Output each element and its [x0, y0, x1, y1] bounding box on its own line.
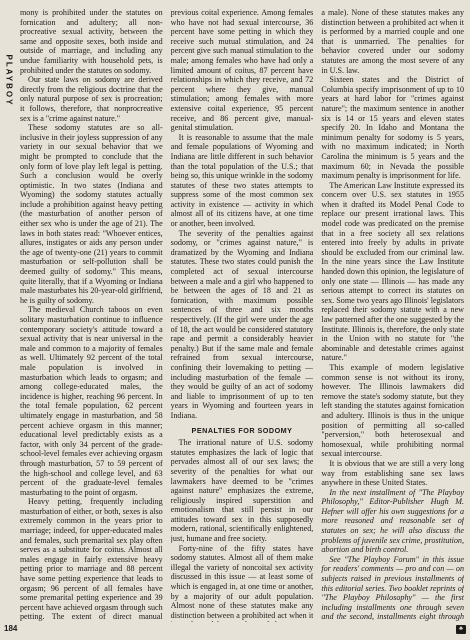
text-column-2 — [171, 8, 314, 622]
body-paragraph: Forty-nine of the fifty states have sodomy statutes. Almost all of them make illegal the variety of noncoital sex activity discussed in this issue — at least some of which is engaged in, at one time or another, by a majority of our adult population. Almost none of these statutes make any distinction between a prohibited act when it — [170, 543, 314, 620]
section-heading: PENALTIES FOR SODOMY — [191, 425, 293, 435]
body-paragraph: Our state laws on sodomy are derived directly from the religious doctrine that the only natural purpose of sex is procreation; it follows, therefore, that nonprocreative sex is a "crime against nature." — [20, 75, 163, 123]
body-paragraph: It is obvious that we are still a very long way from establishing sane sex laws anywhere in these United States. — [321, 458, 465, 488]
magazine-side-label — [2, 20, 16, 140]
body-paragraph: The medieval Church taboos on even solitary masturbation continue to influence contemporary society's attitude toward a sexual activity that is near universal in the male and common to a majority of females as well. Ultimately 92 percent of the total male population is involved in masturbation which leads to orgasm; and among college-educated males, the incidence is higher, reaching 96 percent. In the total female population, 62 percent ultimately engage in masturbation, and 58 percent achieve orgasm in this manner; educational level predictably exists as a factor, with only 34 percent of the grade-school-level females ever achieving orgasm through masturbation, 57 to 59 percent of the high-school and college level, and 63 percent of the graduate-level females masturbating to the point of orgasm. — [20, 305, 163, 497]
side-label-text: PLAYBOY — [4, 54, 14, 106]
article-columns — [20, 8, 464, 622]
text-column-1 — [20, 8, 163, 622]
body-paragraph: The irrational nature of U.S. sodomy statutes emphasizes the lack of logic that pervades almost all of our sex laws; the severity of the penalties for what our lawmakers have deemed to be "crimes against nature" emphasizes the extreme, religiously inspired superstition and emotionalism that still persist in our attitudes toward sex in this supposedly modern, rational, scientifically enlightened, just, humane and free society. — [170, 438, 314, 544]
body-paragraph: mony is prohibited under the statutes on fornication and adultery; all non-procreative sexual activity, between the same and opposite sexes, both inside and outside of marriage, and including any undue familiarity with household pets, is prohibited under the statutes on sodomy. — [20, 8, 163, 75]
body-paragraph: previous coital experience. Among females who have not had sexual intercourse, 36 percent have some petting in which they receive such mutual stimulation, and 24 percent give such manual stimulation to the male; among females who have had only a limited amount of coitus, 87 percent have relationships in which they receive, and 72 percent where they give, manual stimulation; among females with more extensive coital experience, 95 percent receive, and 86 percent give, manual-genital stimulation. — [170, 8, 314, 133]
body-paragraph: In the next installment of "The Playboy Philosophy," Editor-Publisher Hugh M. Hefner will offer his own suggestions for a more reasoned and reasonable set of statutes on sex; he will also discuss the problems of juvenile sex crime, prostitution, abortion and birth control. — [321, 487, 465, 555]
body-paragraph: These sodomy statutes are so all-inclusive in their joyless suppression of any variety in our sexual behavior that we might be prompted to conclude that the only form of love play left legal is petting. Such a conclusion would be overly optimistic. In two states (Indiana and Wyoming) the sodomy statutes actually include a prohibition against heavy petting (the masturbation of another person of either sex who is under the age of 21). The laws in both states read: "Whoever entices, allures, instigates or aids any person under the age of twenty-one (21) years to commit masturbation or self-pollution shall be deemed guilty of sodomy." This means, quite literally, that if a Wyoming or Indiana male masturbates his 20-year-old girlfriend, he is guilty of sodomy. — [20, 123, 163, 305]
text-column-3 — [321, 8, 464, 622]
body-paragraph: This example of modern legislative common sense is not without its irony, however. The Illinois lawmakers did remove the state's sodomy statute, but they left standing the statutes against fornication and adultery. Illinois is thus in the unique position of permitting all so-called "perversion," both heterosexual and homosexual, while prohibiting normal sexual intercourse. — [321, 362, 465, 459]
body-paragraph: The severity of the penalties against sodomy, or "crimes against nature," is dramatized by the Wyoming and Indiana statutes. These two states could punish the completed act of sexual intercourse between a male and a girl who happened to be between the ages of 18 and 21 as fornication, with maximum possible sentences of three and six months respectively. (If the girl were under the age of 18, the act would be considered statutory rape and permit a considerably heavier penalty.) But if the same male and female refrained from sexual intercourse, confining their lovemaking to petting — including masturbation of the female — they would be guilty of an act of sodomy and liable to imprisonment of up to ten years in Wyoming and fourteen years in Indiana. — [170, 228, 314, 420]
body-paragraph: The American Law Institute expressed its concern over U.S. sex statutes in 1955 when it drafted its Model Penal Code to replace our present irrational laws. This model code was predicated on the premise that in a free society all sex relations entered into freely by adults in private should be excluded from our criminal law. In the nine years since the Law Institute handed down this opinion, the legislature of only one state — Illinois — has made any serious attempt to correct its statutes on sex. Some two years ago Illinois' legislators replaced their sodomy statute with a new law patterned after the one suggested by the Institute. Illinois is, therefore, the only state in the Union with no statute for "the abominable and detestable crimes against nature." — [321, 180, 465, 363]
body-paragraph: Sixteen states and the District of Columbia specify imprisonment of up to 10 years at hard labor for "crimes against nature"; the maximum sentence in another six is 14 or 15 years and eleven states specify 20. In Idaho and Montana the minimum penalty for sodomy is 5 years, with no maximum indicated; in North Carolina the minimum is 5 years and the maximum 60; in Nevada the possible maximum penalty is imprisonment for life. — [321, 75, 465, 181]
rabbit-logo-icon: ♣ — [456, 625, 466, 634]
body-paragraph: It is reasonable to assume that the male and female populations of Wyoming and Indiana are little different in such behavior than the total population of the U.S.; that being so, this unique wrinkle in the sodomy statutes of these two states attempts to suppress some of the most common sex activity in existence — activity in which almost all of its citizens have, at one time or another, been involved. — [170, 132, 314, 229]
body-paragraph: See "The Playboy Forum" in this issue for readers' comments — pro and con — on subjects raised in previous installments of this editorial series. Two booklet reprints of "The Playboy Philosophy" — the first including installments one through seven and the second, installments eight through — [321, 554, 465, 622]
body-paragraph: a male). None of these statutes makes any distinction between a prohibited act when it is performed by a married couple and one that is unmarried. The penalties for behavior covered under our sodomy statutes are among the most severe of any in U.S. law. — [321, 8, 465, 75]
body-paragraph: Heavy petting, frequently including masturbation of either, or both, sexes is also extremely common in the years prior to marriage; indeed, for upper-educated males and females, such premarital sex play often serves as a substitute for coitus. Almost all males engage in fairly extensive heavy petting prior to marriage and 88 percent have some petting experience that leads to orgasm; 96 percent of all females have some premarital petting experience and 39 percent have achieved orgasm through such petting. The extent of direct manual — [20, 497, 163, 622]
page-number: 184 — [4, 624, 18, 633]
